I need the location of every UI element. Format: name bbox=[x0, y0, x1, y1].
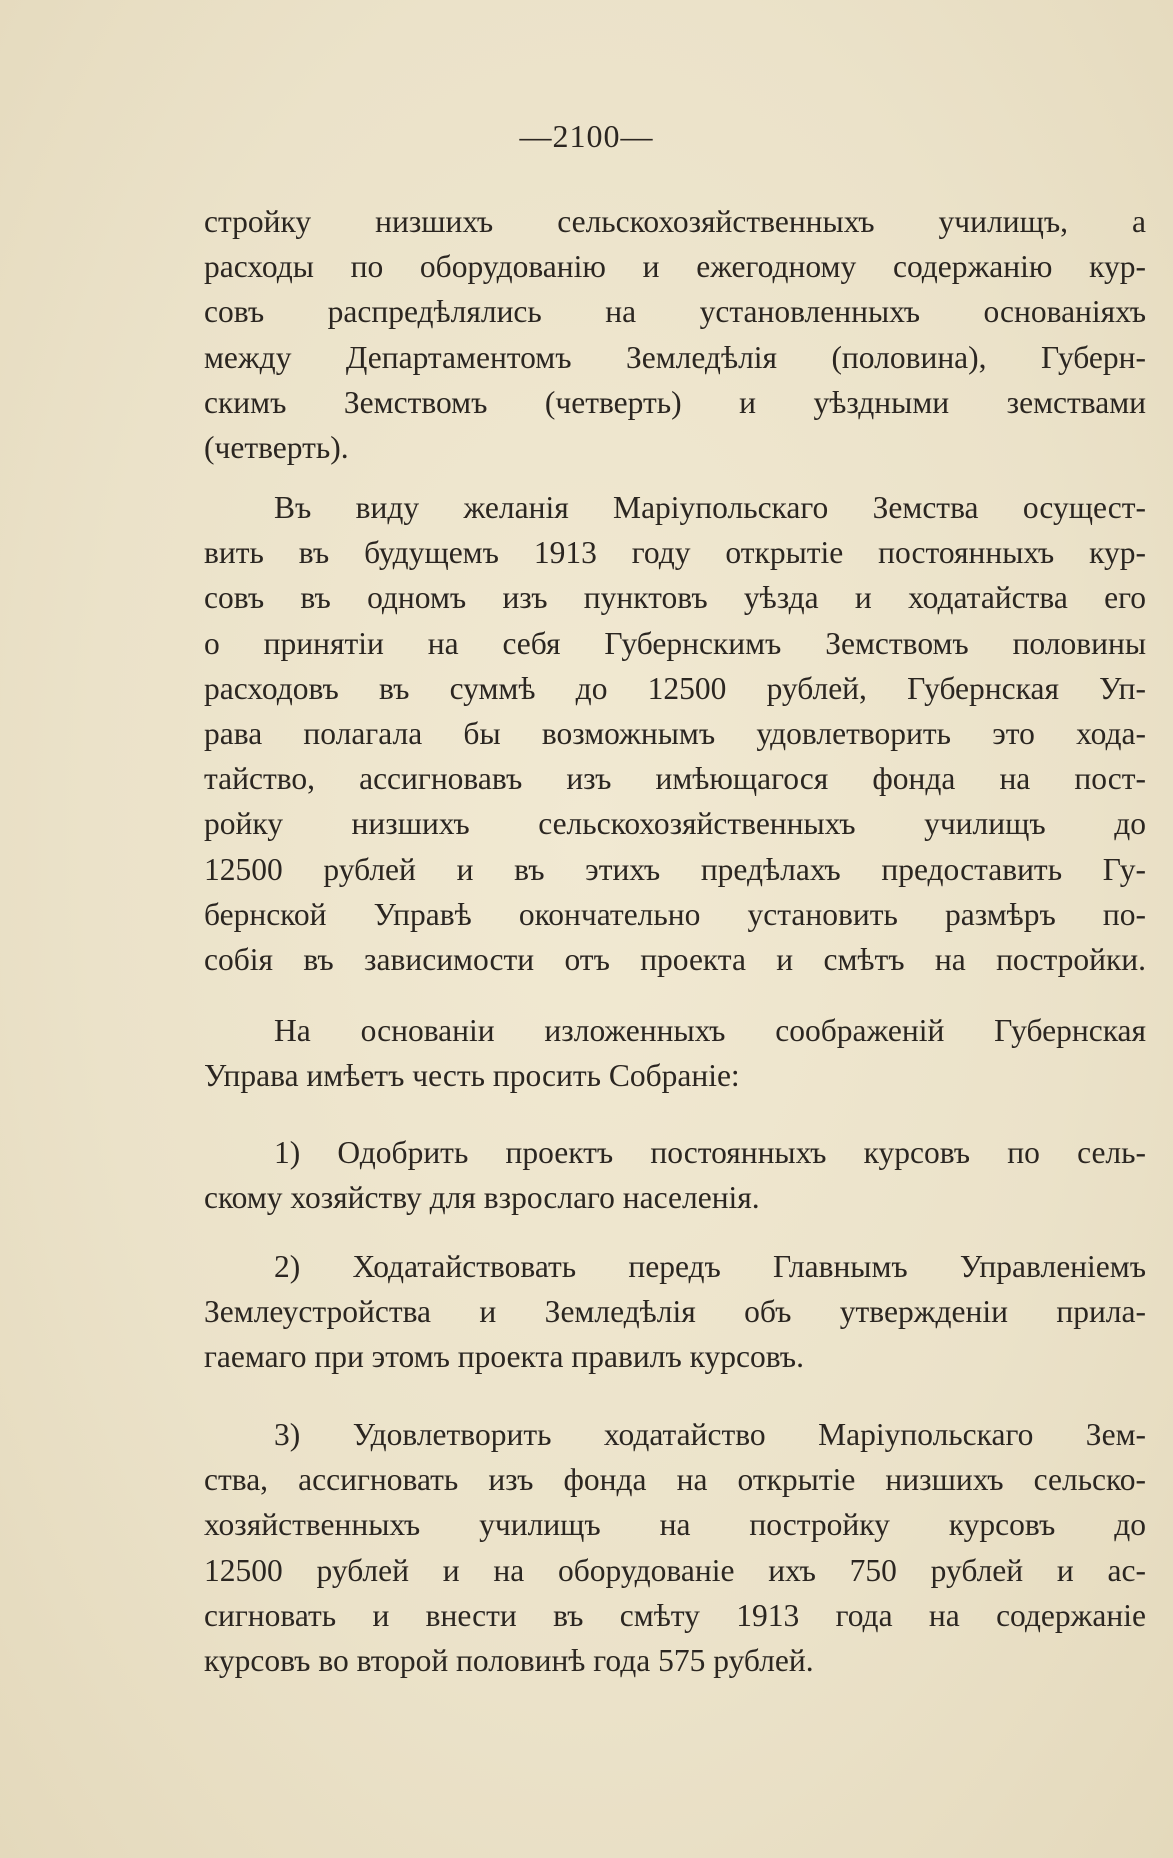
text-line: Управа имѣетъ честь просить Собраніе: bbox=[204, 1058, 740, 1094]
proposal-item-1 bbox=[204, 1130, 1146, 1220]
page-number: —2100— bbox=[519, 118, 654, 154]
text-line: между Департаментомъ Земледѣлія (половина), Губерн- bbox=[204, 339, 1146, 375]
text-line: 12500 рублей и на оборудованіе ихъ 750 рублей и ас- bbox=[204, 1552, 1146, 1588]
text-line: 3) Удовлетворить ходатайство Маріупольскаго Зем- bbox=[274, 1417, 1146, 1452]
text-line: Землеустройства и Земледѣлія объ утвержденіи прила- bbox=[204, 1294, 1146, 1330]
text-line: расходовъ въ суммѣ до 12500 рублей, Губернская Уп- bbox=[204, 670, 1146, 706]
text-line: 2) Ходатайствовать передъ Главнымъ Управленіемъ bbox=[274, 1249, 1146, 1284]
proposal-item-2 bbox=[204, 1244, 1146, 1380]
text-line: ства, ассигновать изъ фонда на открытіе низшихъ сельско- bbox=[204, 1462, 1146, 1498]
text-line: тайство, ассигновавъ изъ имѣющагося фонда на пост- bbox=[204, 761, 1146, 797]
proposal-item-3 bbox=[204, 1412, 1146, 1683]
paragraph-mariupol-request bbox=[204, 485, 1146, 982]
text-line: стройку низшихъ сельскохозяйственныхъ училищъ, а bbox=[204, 204, 1146, 239]
text-line: собія въ зависимости отъ проекта и смѣтъ на постройки. bbox=[204, 942, 1146, 978]
paragraph-proposal-intro bbox=[204, 1008, 1146, 1098]
text-line: На основаніи изложенныхъ соображеній Губернская bbox=[274, 1013, 1146, 1048]
text-line: скимъ Земствомъ (четверть) и уѣздными земствами bbox=[204, 384, 1146, 420]
text-line: 1) Одобрить проектъ постоянныхъ курсовъ по сель- bbox=[274, 1135, 1146, 1170]
text-line: о принятіи на себя Губернскимъ Земствомъ половины bbox=[204, 625, 1146, 661]
text-line: совъ въ одномъ изъ пунктовъ уѣзда и ходатайства его bbox=[204, 580, 1146, 616]
text-line: 12500 рублей и въ этихъ предѣлахъ предоставить Гу- bbox=[204, 851, 1146, 887]
text-line: расходы по оборудованію и ежегодному содержанію кур- bbox=[204, 249, 1146, 285]
text-line: хозяйственныхъ училищъ на постройку курсовъ до bbox=[204, 1507, 1146, 1543]
text-line: вить въ будущемъ 1913 году открытіе постоянныхъ кур- bbox=[204, 535, 1146, 571]
text-line: сигновать и внести въ смѣту 1913 года на содержаніе bbox=[204, 1597, 1146, 1633]
text-line: (четверть). bbox=[204, 430, 349, 466]
text-line: Въ виду желанія Маріупольскаго Земства осущест- bbox=[274, 490, 1146, 525]
text-line: ройку низшихъ сельскохозяйственныхъ училищъ до bbox=[204, 806, 1146, 842]
text-line: скому хозяйству для взрослаго населенія. bbox=[204, 1180, 760, 1216]
text-line: рава полагала бы возможнымъ удовлетворить это хода- bbox=[204, 716, 1146, 752]
text-line: бернской Управѣ окончательно установить размѣръ по- bbox=[204, 896, 1146, 932]
text-line: курсовъ во второй половинѣ года 575 рублей. bbox=[204, 1643, 814, 1679]
paragraph-funding-distribution bbox=[204, 199, 1146, 470]
text-line: совъ распредѣлялись на установленныхъ основаніяхъ bbox=[204, 294, 1146, 330]
text-line: гаемаго при этомъ проекта правилъ курсовъ. bbox=[204, 1339, 804, 1375]
